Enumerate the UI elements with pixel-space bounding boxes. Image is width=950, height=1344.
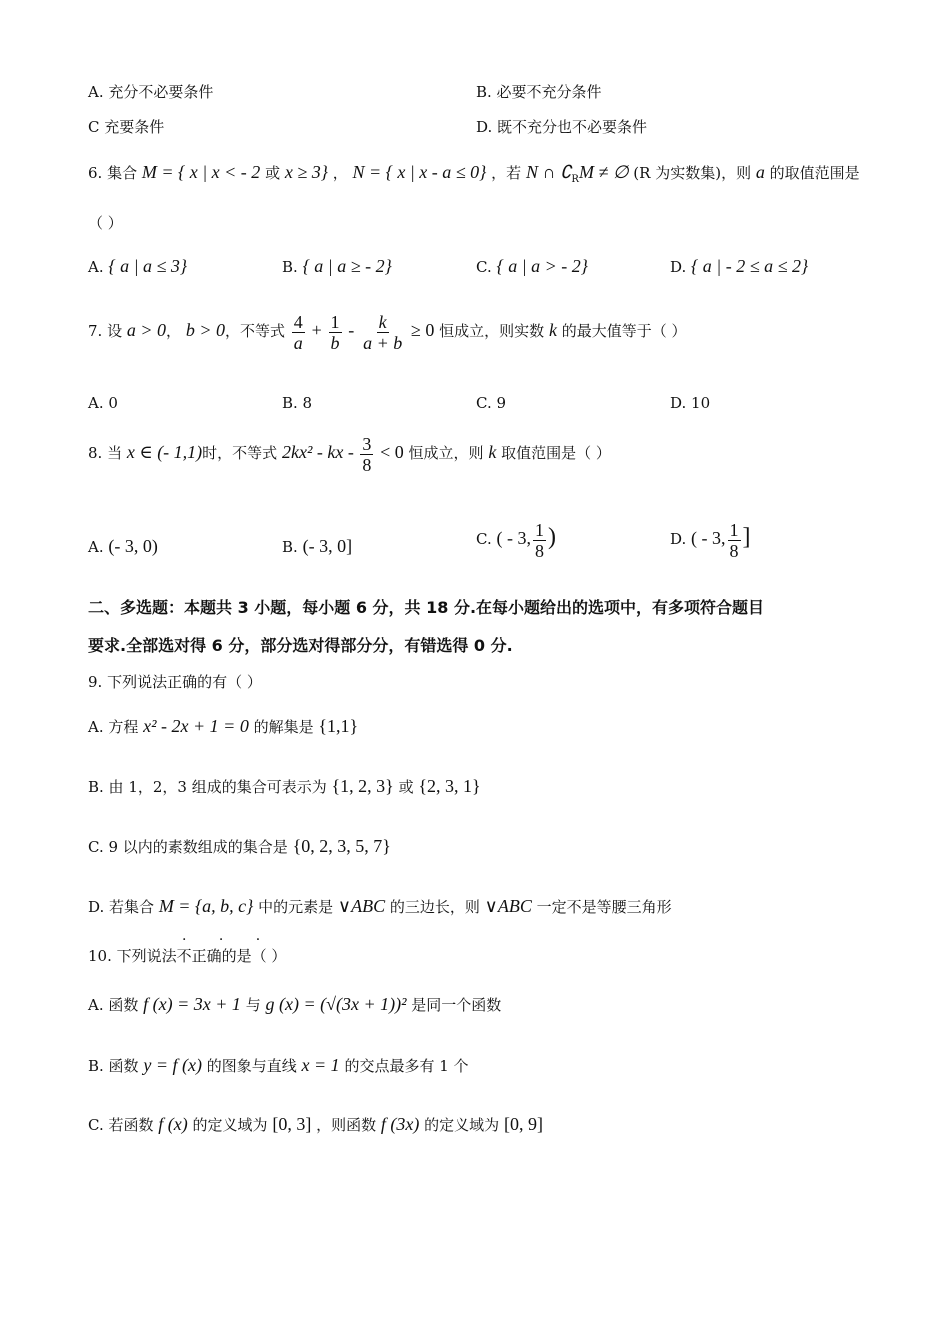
q10-option-c [88,1114,543,1135]
q9-d-mid2: 的三边长，则 [389,898,480,916]
q6-or: 或 [265,164,281,182]
q6-tail2: 的取值范围是 [769,164,860,182]
q8-option-a [88,536,158,557]
q6-option-b-set: { a | a ≥ - 2} [302,256,392,276]
q7-ge: ≥ 0 [411,320,435,340]
q7-b-condition: b > 0 [185,320,225,340]
q6-condition-end: M ≠ ∅ [578,162,629,182]
q10-a-mid: 与 [245,996,261,1014]
q10-a-g: g (x) = (√(3x + 1))² [265,994,407,1014]
q10-emphasis-dots: · · · [182,932,275,948]
q8-x-range: x ∈ (- 1,1) [126,442,203,462]
q7-fraction-3 [361,312,404,353]
q8-k: k [488,442,497,462]
q8-tail2: 取值范围是（ ） [501,444,611,462]
q9-d-mid: 中的元素是 [258,898,334,916]
q7-f1-num: 4 [293,311,303,332]
q6-option-c-set: { a | a > - 2} [496,256,588,276]
q10-a-f: f (x) = 3x + 1 [143,994,241,1014]
q9-b-set2: {2, 3, 1} [418,776,481,796]
q7-option-c: C. 9 [476,394,507,412]
q8-option-c-pre: ( - 3, [496,528,531,548]
q7-k: k [548,320,557,340]
q8-option-c-label: C. [476,530,492,548]
q6-tail: (R 为实数集)，则 [633,164,752,182]
q8-option-b-interval: (- 3, 0] [302,536,353,556]
q8-stem [88,430,611,475]
q10-option-a [88,994,501,1015]
q7-option-b: B. 8 [282,394,313,412]
q10-b-function: y = f (x) [143,1055,202,1075]
q8-f-den: 8 [362,454,372,475]
q8-prefix: 8. 当 [88,444,123,462]
q9-d-triangle2: ∨ABC [484,896,532,916]
q9-d-pre: D. 若集合 [88,898,155,916]
q8-f-num: 3 [362,433,372,454]
q10-c-f: f (x) [158,1114,188,1134]
q10-c-mid2: ，则函数 [316,1116,377,1134]
q10-c-mid: 的定义域为 [192,1116,268,1134]
q9-d-set: M = {a, b, c} [158,896,254,916]
q10-a-tail: 是同一个函数 [411,996,502,1014]
q8-option-c-fraction [533,520,546,561]
q9-c-set: {0, 2, 3, 5, 7} [292,836,391,856]
q9-option-c [88,836,391,857]
q6-if: ，若 [491,164,522,182]
q7-mid: ，不等式 [224,322,285,340]
q7-tail: 恒成立，则实数 [439,322,545,340]
q9-a-equation: x² - 2x + 1 = 0 [143,716,249,736]
q7-f1-den: a [293,332,303,353]
q9-option-b [88,776,481,797]
q6-paren: （ ） [88,214,123,232]
q7-f2-den: b [330,332,340,353]
q6-condition: N ∩ ∁ [525,162,572,182]
q8-d-den: 8 [729,540,739,561]
q8-option-a-interval: (- 3, 0) [108,536,158,556]
q10-c-f3x: f (3x) [380,1114,420,1134]
q7-prefix: 7. 设 [88,322,123,340]
q8-tail: 恒成立，则 [408,444,484,462]
q8-fraction [360,434,373,475]
q9-c-pre: C. 9 以内的素数组成的集合是 [88,838,288,856]
q8-c-num: 1 [535,519,544,540]
q7-a-condition: a > 0 [126,320,167,340]
q6-option-d [670,256,808,277]
q7-option-d: D. 10 [670,394,711,412]
q8-d-num: 1 [729,519,739,540]
q7-f3-num: k [378,311,387,332]
q6-var-a: a [755,162,765,182]
q10-c-domain: [0, 3] [272,1114,312,1134]
q7-f2-num: 1 [330,311,340,332]
q6-option-b-label: B. [282,258,298,276]
section-2-heading-line1: 二、多选题：本题共 3 小题，每小题 6 分，共 18 分.在每小题给出的选项中，有多项符合题目 [88,598,765,617]
q7-stem [88,308,687,353]
q7-f3-den: a + b [363,332,403,353]
q8-option-d-pre: ( - 3, [691,528,726,548]
q7-comma: ， [166,322,182,340]
q6-prefix: 6. 集合 [88,164,138,182]
q8-option-b [282,536,352,557]
q10-b-tail: 的交点最多有 1 个 [344,1057,469,1075]
q9-b-or: 或 [398,778,414,796]
q8-inequality: 2kx² - kx - [281,442,359,462]
q10-c-domain2: [0, 9] [503,1114,543,1134]
q9-d-tail: 一定不是等腰三角形 [536,898,672,916]
q6-option-c [476,256,588,277]
q8-option-b-label: B. [282,538,298,556]
q9-d-triangle1: ∨ABC [337,896,386,916]
q10-c-mid3: 的定义域为 [424,1116,500,1134]
q8-option-d-post: ] [742,524,751,550]
q6-set-m: M = { x | x < - 2 [141,162,261,182]
q7-minus: - [348,320,355,340]
q5-option-a: A. 充分不必要条件 [88,83,214,101]
q6-option-a-set: { a | a ≤ 3} [108,256,188,276]
q8-option-c [476,515,556,561]
q5-option-d: D. 既不充分也不必要条件 [476,118,648,136]
q8-option-d [670,515,751,561]
q6-condition-sub: R [571,174,579,185]
q6-option-a [88,256,187,277]
q6-option-a-label: A. [88,258,104,276]
q7-plus: + [311,320,322,340]
q8-option-c-post: ) [548,524,556,550]
q9-a-pre: A. 方程 [88,718,139,736]
q8-c-den: 8 [535,540,544,561]
q6-comma: ， [332,164,348,182]
q6-stem [88,162,860,190]
q9-option-d [88,896,672,917]
q8-option-d-label: D. [670,530,687,548]
q6-set-m-end: x ≥ 3} [284,162,328,182]
q7-fraction-2 [329,312,342,353]
q6-option-b [282,256,392,277]
q9-stem: 9. 下列说法正确的有（ ） [88,673,262,691]
q5-option-c: C 充要条件 [88,118,165,136]
q9-option-a [88,716,358,737]
q7-fraction-1 [292,312,305,353]
q8-option-d-fraction [728,520,741,561]
q8-option-a-label: A. [88,538,104,556]
q7-tail2: 的最大值等于（ ） [561,322,687,340]
q6-option-d-set: { a | - 2 ≤ a ≤ 2} [691,256,809,276]
q10-c-pre: C. 若函数 [88,1116,154,1134]
q7-option-a: A. 0 [88,394,118,412]
q10-b-line: x = 1 [301,1055,340,1075]
q9-a-mid: 的解集是 [253,718,314,736]
q9-b-set1: {1, 2, 3} [331,776,394,796]
q9-a-set: {1,1} [318,716,359,736]
q10-b-mid: 的图象与直线 [206,1057,297,1075]
q10-option-b [88,1055,469,1076]
q10-stem: 10. 下列说法不正确的是（ ） [88,947,287,965]
q9-b-pre: B. 由 1，2，3 组成的集合可表示为 [88,778,327,796]
q10-b-pre: B. 函数 [88,1057,139,1075]
q8-mid: 时，不等式 [202,444,278,462]
q6-set-n: N = { x | x - a ≤ 0} [352,162,487,182]
section-2-heading-line2: 要求.全部选对得 6 分，部分选对得部分分，有错选得 0 分. [88,636,513,655]
q10-a-pre: A. 函数 [88,996,139,1014]
q5-option-b: B. 必要不充分条件 [476,83,602,101]
q6-option-c-label: C. [476,258,492,276]
q8-lt: < 0 [380,442,404,462]
q6-option-d-label: D. [670,258,687,276]
